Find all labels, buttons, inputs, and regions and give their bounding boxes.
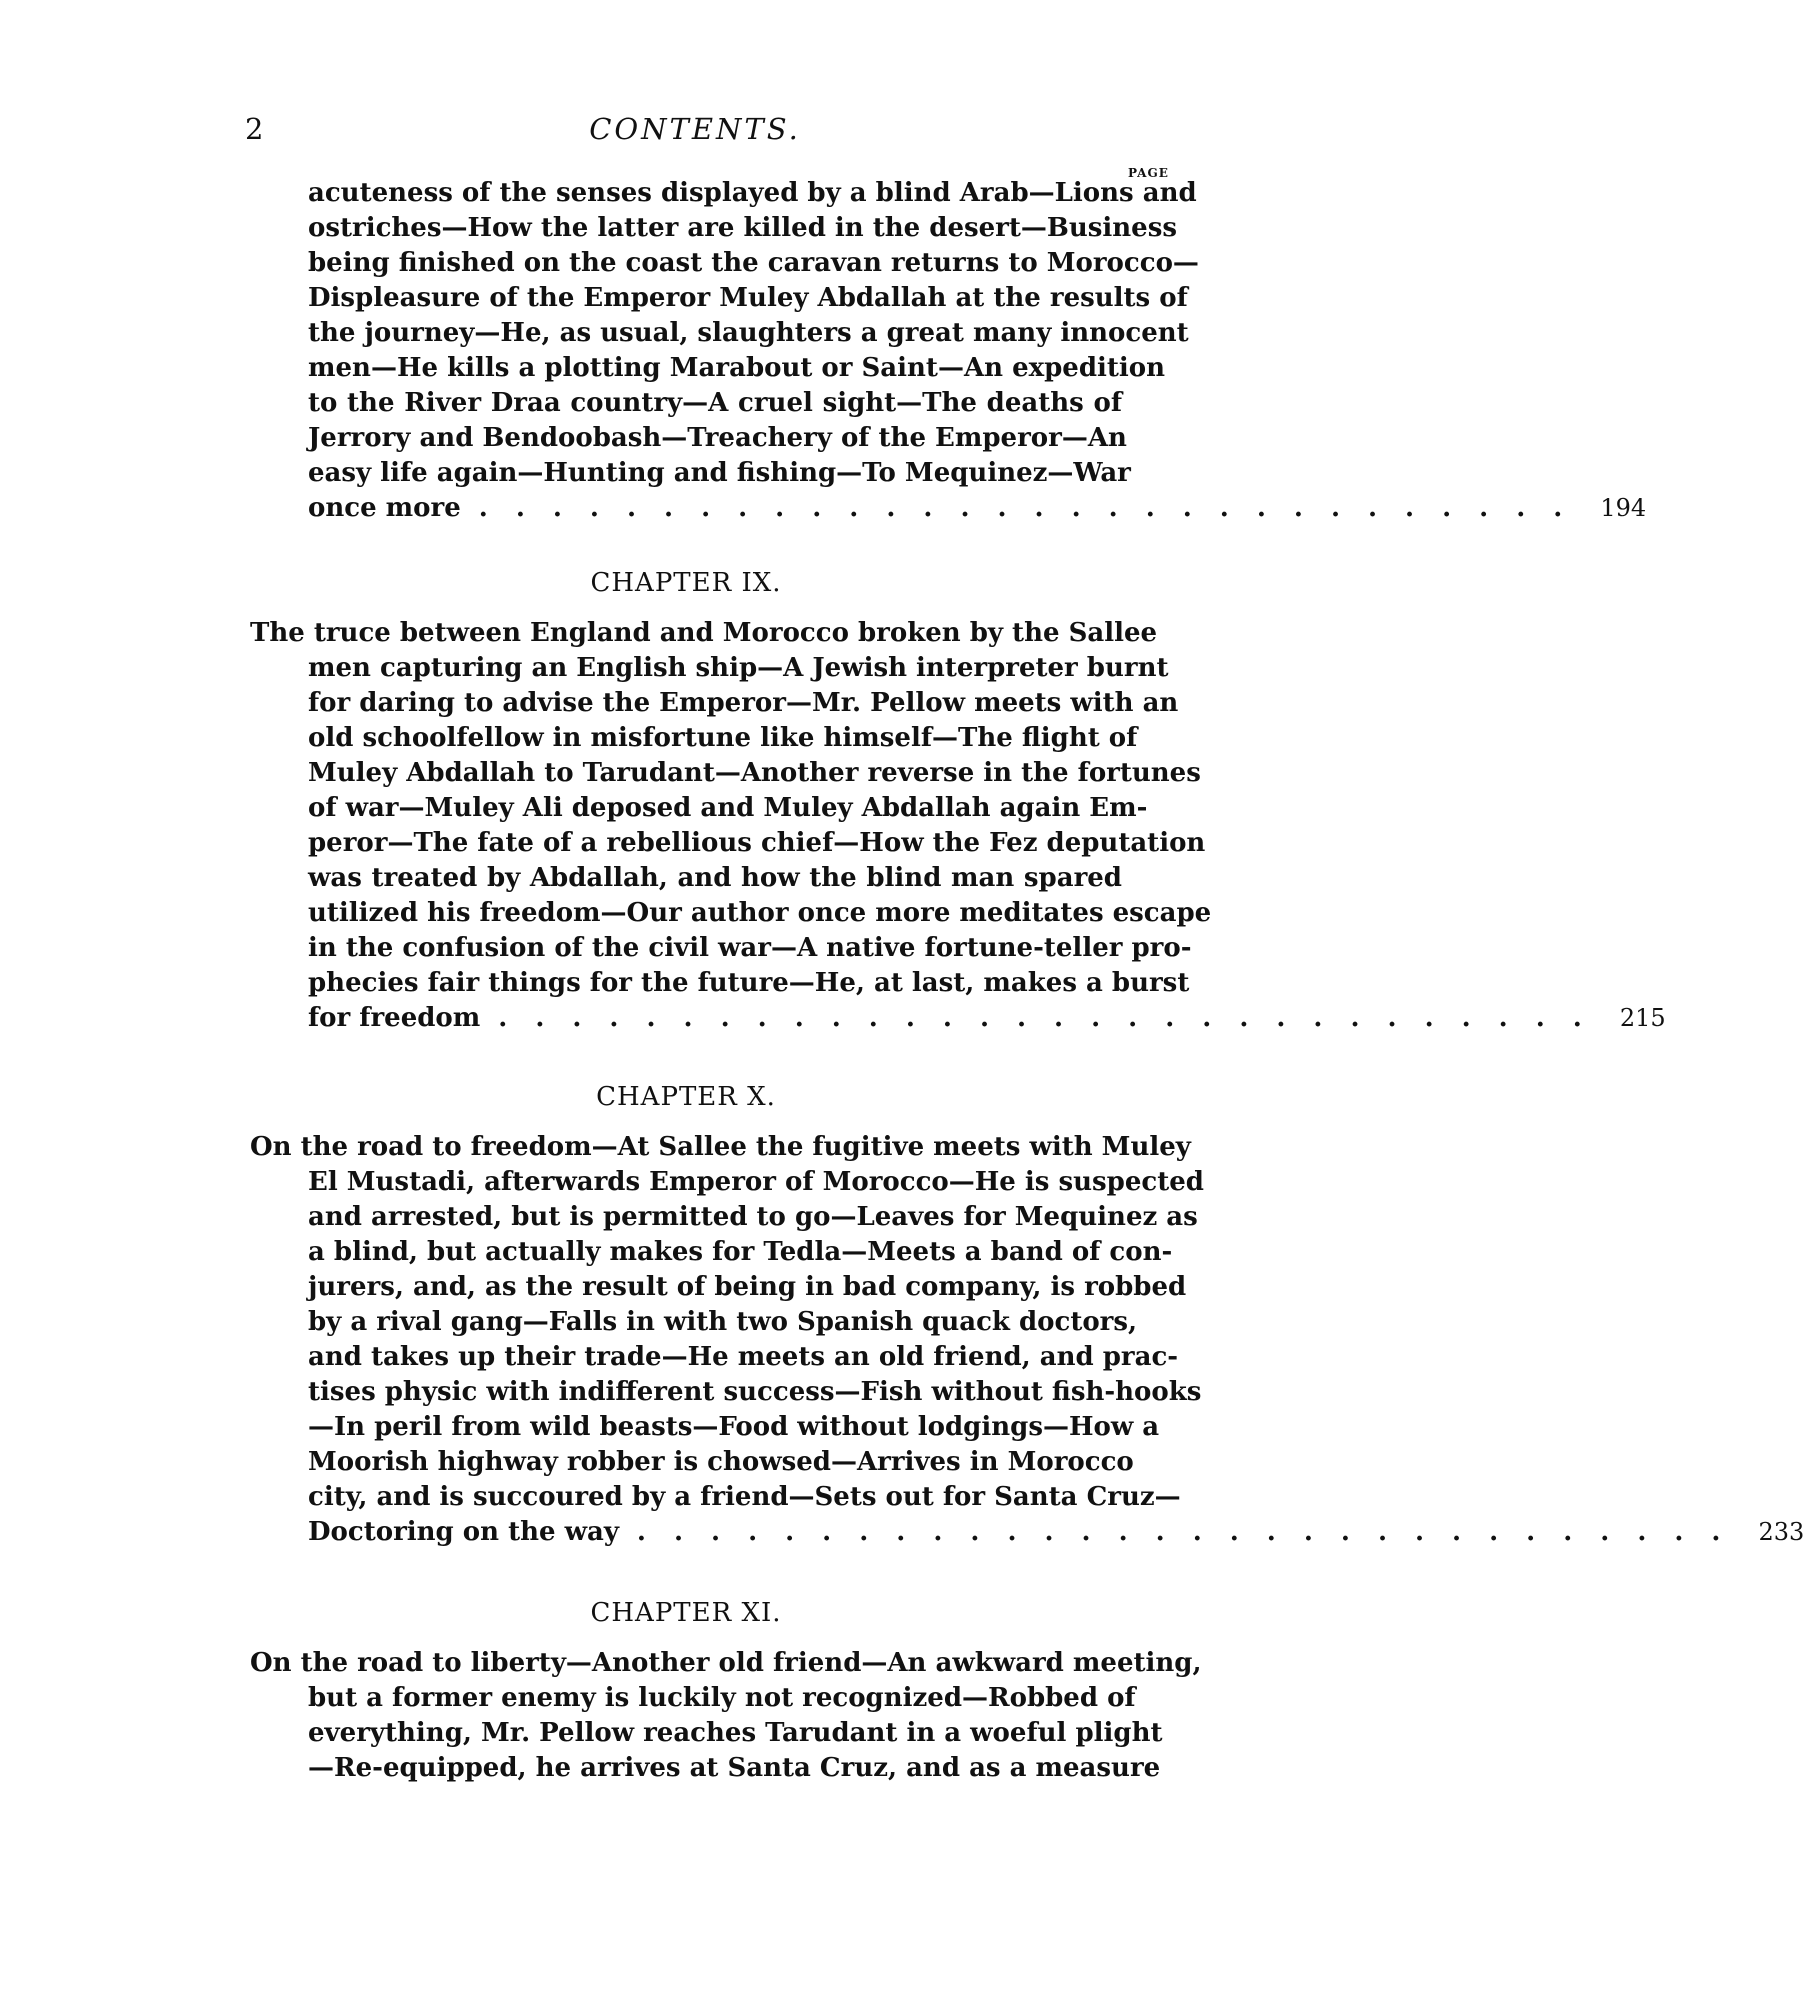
entry-page-number: 194 (1600, 494, 1647, 522)
contents-entry-chapter-ix (250, 616, 1666, 1036)
entry-line: and arrested, but is permitted to go—Leaves for Mequinez as (308, 1202, 1198, 1232)
entry-line: On the road to freedom—At Sallee the fugitive meets with Muley (250, 1132, 1191, 1162)
entry-line: Moorish highway robber is chowsed—Arrives in Morocco (308, 1447, 1134, 1477)
entry-page-number: 215 (1619, 1004, 1666, 1032)
entry-last-line (250, 491, 1647, 526)
entry-line: men capturing an English ship—A Jewish interpreter burnt (308, 653, 1169, 683)
entry-line: old schoolfellow in misfortune like himself—The flight of (308, 723, 1138, 753)
entry-line: acuteness of the senses displayed by a blind Arab—Lions and (308, 178, 1197, 208)
page-header (245, 112, 1145, 152)
entry-line: in the confusion of the civil war—A native fortune-teller pro- (308, 933, 1192, 963)
entry-line: of war—Muley Ali deposed and Muley Abdallah again Em- (308, 793, 1148, 823)
entry-line: was treated by Abdallah, and how the blind man spared (308, 863, 1122, 893)
entry-last-line (250, 1515, 1804, 1550)
contents-entry-chapter-xi (250, 1646, 1202, 1786)
entry-line: phecies fair things for the future—He, at last, makes a burst (308, 968, 1190, 998)
entry-line: —Re-equipped, he arrives at Santa Cruz, and as a measure (308, 1753, 1161, 1783)
entry-line: but a former enemy is luckily not recognized—Robbed of (308, 1683, 1136, 1713)
entry-line: being finished on the coast the caravan returns to Morocco— (308, 248, 1199, 278)
entry-line: men—He kills a plotting Marabout or Saint—An expedition (308, 353, 1166, 383)
contents-entry-chapter-x (250, 1130, 1804, 1550)
entry-line: utilized his freedom—Our author once more meditates escape (308, 898, 1212, 928)
entry-line: ostriches—How the latter are killed in the desert—Business (308, 213, 1177, 243)
entry-last-line (250, 1001, 1666, 1036)
running-title: CONTENTS. (589, 112, 801, 146)
entry-line: by a rival gang—Falls in with two Spanish quack doctors, (308, 1307, 1138, 1337)
entry-line: to the River Draa country—A cruel sight—The deaths of (308, 388, 1122, 418)
entry-line: Muley Abdallah to Tarudant—Another reverse in the fortunes (308, 758, 1201, 788)
chapter-heading: CHAPTER IX. (590, 568, 782, 598)
entry-line: the journey—He, as usual, slaughters a great many innocent (308, 318, 1189, 348)
page-number: 2 (245, 112, 264, 146)
entry-line: Displeasure of the Emperor Muley Abdallah at the results of (308, 283, 1188, 313)
entry-page-number: 233 (1758, 1518, 1804, 1546)
page-column-label: PAGE (1128, 166, 1169, 180)
contents-entry-continuation (250, 176, 1647, 526)
dot-leader: .............................. (498, 1003, 1610, 1033)
entry-line: El Mustadi, afterwards Emperor of Morocco—He is suspected (308, 1167, 1204, 1197)
entry-line: everything, Mr. Pellow reaches Tarudant in a woeful plight (308, 1718, 1163, 1748)
dot-leader: .............................. (478, 493, 1591, 523)
entry-line: jurers, and, as the result of being in bad company, is robbed (308, 1272, 1187, 1302)
chapter-heading: CHAPTER XI. (590, 1598, 782, 1628)
entry-last-line-text: once more (308, 493, 461, 523)
entry-last-line-text: Doctoring on the way (308, 1517, 619, 1547)
chapter-heading: CHAPTER X. (596, 1082, 776, 1112)
entry-line: for daring to advise the Emperor—Mr. Pellow meets with an (308, 688, 1179, 718)
entry-line: and takes up their trade—He meets an old friend, and prac- (308, 1342, 1179, 1372)
dot-leader: .............................. (636, 1517, 1749, 1547)
entry-line: easy life again—Hunting and fishing—To Mequinez—War (308, 458, 1131, 488)
entry-line: tises physic with indifferent success—Fish without fish-hooks (308, 1377, 1202, 1407)
entry-line: city, and is succoured by a friend—Sets out for Santa Cruz— (308, 1482, 1181, 1512)
entry-line: peror—The fate of a rebellious chief—How the Fez deputation (308, 828, 1206, 858)
entry-line: The truce between England and Morocco broken by the Sallee (250, 618, 1158, 648)
entry-line: On the road to liberty—Another old friend—An awkward meeting, (250, 1648, 1202, 1678)
entry-line: a blind, but actually makes for Tedla—Meets a band of con- (308, 1237, 1173, 1267)
entry-last-line-text: for freedom (308, 1003, 481, 1033)
entry-line: —In peril from wild beasts—Food without lodgings—How a (308, 1412, 1160, 1442)
entry-line: Jerrory and Bendoobash—Treachery of the Emperor—An (308, 423, 1127, 453)
